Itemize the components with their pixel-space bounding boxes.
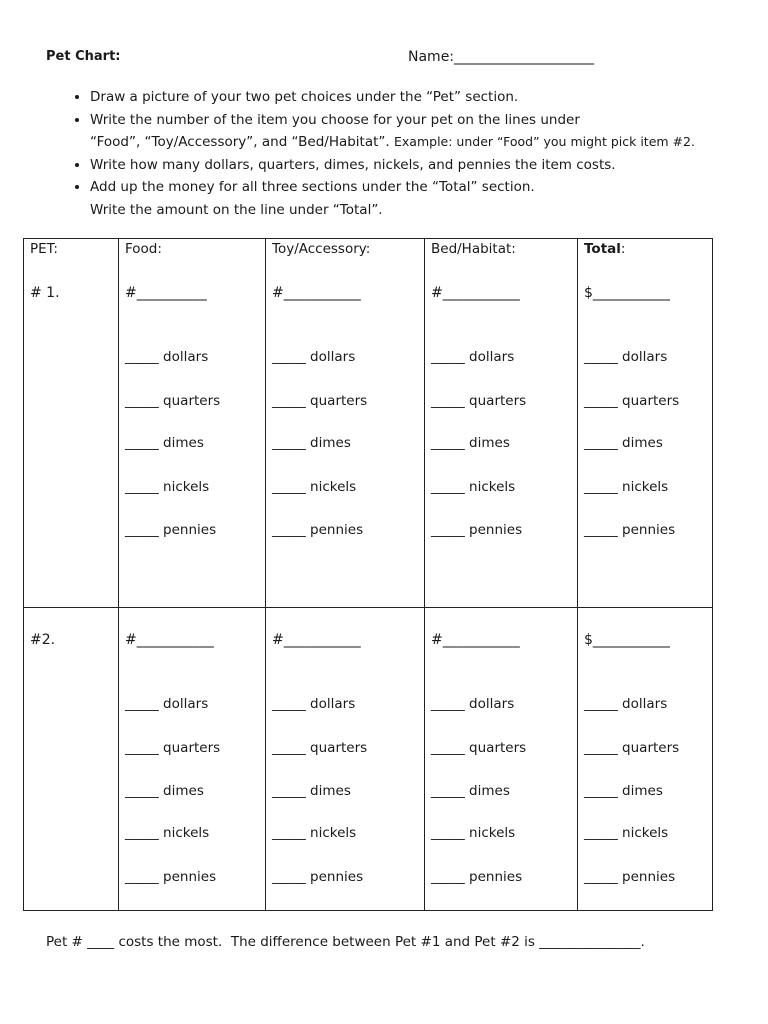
nickels-field[interactable]: _____ nickels bbox=[584, 825, 669, 841]
nickels-field[interactable]: _____ nickels bbox=[431, 825, 516, 841]
item-number-field[interactable]: #__________ bbox=[125, 285, 207, 301]
item-number-field[interactable]: #___________ bbox=[431, 285, 520, 301]
instruction-item: • Write how many dollars, quarters, dimes, nickels, and pennies the item costs. bbox=[90, 154, 768, 177]
toy-column-header: Toy/Accessory: bbox=[272, 241, 371, 257]
pennies-field[interactable]: _____ pennies bbox=[584, 869, 676, 885]
nickels-field[interactable]: _____ nickels bbox=[272, 479, 357, 495]
total-column-header: Total: bbox=[584, 241, 626, 257]
quarters-field[interactable]: _____ quarters bbox=[431, 740, 527, 756]
total-amount-field[interactable]: $___________ bbox=[584, 285, 670, 301]
food-column-header: Food: bbox=[125, 241, 162, 257]
total-cell-1 bbox=[578, 239, 713, 608]
dimes-field[interactable]: _____ dimes bbox=[584, 435, 663, 451]
quarters-field[interactable]: _____ quarters bbox=[584, 740, 680, 756]
pet-label: # 1. bbox=[30, 285, 60, 301]
bed-cell-2 bbox=[425, 608, 578, 911]
dollars-field[interactable]: _____ dollars bbox=[125, 696, 209, 712]
toy-cell-2 bbox=[266, 608, 425, 911]
instruction-item: • Draw a picture of your two pet choices under the “Pet” section. bbox=[90, 86, 768, 109]
page-title: Pet Chart: bbox=[46, 49, 121, 64]
pet-cell-2[interactable] bbox=[24, 608, 119, 911]
dimes-field[interactable]: _____ dimes bbox=[272, 783, 351, 799]
dollars-field[interactable]: _____ dollars bbox=[125, 349, 209, 365]
dollars-field[interactable]: _____ dollars bbox=[431, 696, 515, 712]
dollars-field[interactable]: _____ dollars bbox=[584, 349, 668, 365]
pennies-field[interactable]: _____ pennies bbox=[431, 522, 523, 538]
nickels-field[interactable]: _____ nickels bbox=[272, 825, 357, 841]
pet-cell-1[interactable] bbox=[24, 239, 119, 608]
dimes-field[interactable]: _____ dimes bbox=[125, 783, 204, 799]
quarters-field[interactable]: _____ quarters bbox=[125, 393, 221, 409]
pet-column-header: PET: bbox=[30, 241, 58, 257]
food-cell-2 bbox=[119, 608, 266, 911]
pennies-field[interactable]: _____ pennies bbox=[125, 522, 217, 538]
pennies-field[interactable]: _____ pennies bbox=[272, 869, 364, 885]
quarters-field[interactable]: _____ quarters bbox=[272, 393, 368, 409]
bed-column-header: Bed/Habitat: bbox=[431, 241, 516, 257]
instruction-item: • Write the number of the item you choose for your pet on the lines under “Food”, “Toy/Accessory”, and “Bed/Habitat”. Example: under “Food” you might pick item #2. bbox=[90, 109, 768, 154]
worksheet-header bbox=[46, 49, 746, 69]
quarters-field[interactable]: _____ quarters bbox=[125, 740, 221, 756]
quarters-field[interactable]: _____ quarters bbox=[431, 393, 527, 409]
bed-cell-1 bbox=[425, 239, 578, 608]
food-cell-1 bbox=[119, 239, 266, 608]
quarters-field[interactable]: _____ quarters bbox=[584, 393, 680, 409]
comparison-question[interactable]: Pet # ____ costs the most. The difference between Pet #1 and Pet #2 is _______________. bbox=[46, 934, 645, 950]
pet-label: #2. bbox=[30, 632, 56, 648]
name-field[interactable]: Name:____________________ bbox=[408, 49, 595, 65]
dimes-field[interactable]: _____ dimes bbox=[125, 435, 204, 451]
instructions-list bbox=[68, 86, 768, 221]
pennies-field[interactable]: _____ pennies bbox=[272, 522, 364, 538]
dimes-field[interactable]: _____ dimes bbox=[431, 783, 510, 799]
pet-chart-table bbox=[23, 238, 713, 911]
quarters-field[interactable]: _____ quarters bbox=[272, 740, 368, 756]
dollars-field[interactable]: _____ dollars bbox=[272, 349, 356, 365]
item-number-field[interactable]: #___________ bbox=[272, 632, 361, 648]
dimes-field[interactable]: _____ dimes bbox=[584, 783, 663, 799]
pennies-field[interactable]: _____ pennies bbox=[125, 869, 217, 885]
pennies-field[interactable]: _____ pennies bbox=[584, 522, 676, 538]
total-cell-2 bbox=[578, 608, 713, 911]
dimes-field[interactable]: _____ dimes bbox=[431, 435, 510, 451]
item-number-field[interactable]: #___________ bbox=[431, 632, 520, 648]
nickels-field[interactable]: _____ nickels bbox=[431, 479, 516, 495]
item-number-field[interactable]: #___________ bbox=[272, 285, 361, 301]
dollars-field[interactable]: _____ dollars bbox=[584, 696, 668, 712]
pennies-field[interactable]: _____ pennies bbox=[431, 869, 523, 885]
instruction-item: • Add up the money for all three sections under the “Total” section. Write the amount on the line under “Total”. bbox=[90, 176, 768, 221]
dollars-field[interactable]: _____ dollars bbox=[431, 349, 515, 365]
toy-cell-1 bbox=[266, 239, 425, 608]
total-amount-field[interactable]: $___________ bbox=[584, 632, 670, 648]
dollars-field[interactable]: _____ dollars bbox=[272, 696, 356, 712]
nickels-field[interactable]: _____ nickels bbox=[125, 479, 210, 495]
item-number-field[interactable]: #___________ bbox=[125, 632, 214, 648]
nickels-field[interactable]: _____ nickels bbox=[125, 825, 210, 841]
dimes-field[interactable]: _____ dimes bbox=[272, 435, 351, 451]
nickels-field[interactable]: _____ nickels bbox=[584, 479, 669, 495]
